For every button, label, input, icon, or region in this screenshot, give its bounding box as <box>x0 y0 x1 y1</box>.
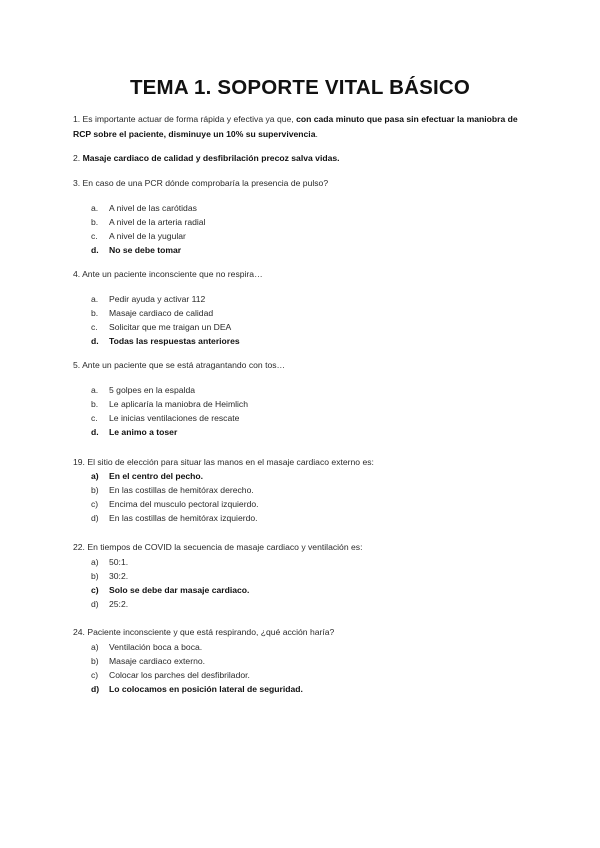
option-marker: d. <box>91 427 99 437</box>
option-marker: a) <box>91 642 99 652</box>
option-22b <box>91 570 511 582</box>
option-24a <box>91 641 511 653</box>
option-marker: a) <box>91 557 99 567</box>
option-text: Le aplicaría la maniobra de Heimlich <box>109 399 249 409</box>
option-text: Masaje cardiaco de calidad <box>109 308 214 318</box>
option-text: En las costillas de hemitórax derecho. <box>109 485 254 495</box>
option-24b <box>91 655 511 667</box>
question-22: 22. En tiempos de COVID la secuencia de masaje cardiaco y ventilación es: <box>73 542 363 552</box>
option-text: A nivel de la arteria radial <box>109 217 206 227</box>
option-text: Todas las respuestas anteriores <box>109 336 240 346</box>
option-text: Le inicias ventilaciones de rescate <box>109 413 240 423</box>
option-4d-correct <box>91 335 511 347</box>
option-text: A nivel de la yugular <box>109 231 186 241</box>
option-marker: d) <box>91 513 99 523</box>
option-5b <box>91 398 511 410</box>
option-22a <box>91 556 511 568</box>
question-text: 1. Es importante actuar de forma rápida y efectiva ya que, <box>73 114 297 124</box>
option-marker: b) <box>91 656 99 666</box>
page-title: TEMA 1. SOPORTE VITAL BÁSICO <box>129 76 471 99</box>
option-marker: d. <box>91 245 99 255</box>
option-text: Masaje cardiaco externo. <box>109 656 206 666</box>
option-text: A nivel de las carótidas <box>109 203 197 213</box>
option-text: Ventilación boca a boca. <box>109 642 203 652</box>
option-4a <box>91 293 511 305</box>
option-text: 5 golpes en la espalda <box>109 385 196 395</box>
option-marker: a) <box>91 471 99 481</box>
option-text: Solo se debe dar masaje cardiaco. <box>109 585 250 595</box>
option-marker: a. <box>91 385 99 395</box>
question-text: 2. <box>73 153 83 163</box>
option-text: En las costillas de hemitórax izquierdo. <box>109 513 258 523</box>
question-24: 24. Paciente inconsciente y que está respirando, ¿qué acción haría? <box>73 627 335 637</box>
option-3c <box>91 230 511 242</box>
question-1 <box>73 112 529 142</box>
option-22d <box>91 598 511 610</box>
option-marker: b. <box>91 399 99 409</box>
question-19: 19. El sitio de elección para situar las manos en el masaje cardiaco externo es: <box>73 457 374 467</box>
option-text: 50:1. <box>109 557 129 567</box>
option-4b <box>91 307 511 319</box>
option-24d-correct <box>91 683 511 695</box>
option-text: En el centro del pecho. <box>109 471 204 481</box>
option-marker: b) <box>91 571 99 581</box>
question-text-tail: . <box>315 129 318 139</box>
option-text: Le animo a toser <box>109 427 178 437</box>
option-marker: c) <box>91 499 99 509</box>
option-3d-correct <box>91 244 511 256</box>
option-marker: c. <box>91 231 98 241</box>
question-4: 4. Ante un paciente inconsciente que no respira… <box>73 269 263 279</box>
option-marker: c. <box>91 413 98 423</box>
option-marker: b) <box>91 485 99 495</box>
option-19c <box>91 498 511 510</box>
question-2 <box>73 151 529 166</box>
option-text: Lo colocamos en posición lateral de seguridad. <box>109 684 303 694</box>
option-text: 25:2. <box>109 599 129 609</box>
option-text: Solicitar que me traigan un DEA <box>109 322 232 332</box>
option-19d <box>91 512 511 524</box>
option-3a <box>91 202 511 214</box>
option-4c <box>91 321 511 333</box>
question-5: 5. Ante un paciente que se está atragantando con tos… <box>73 360 286 370</box>
option-marker: a. <box>91 203 99 213</box>
option-marker: a. <box>91 294 99 304</box>
option-5d-correct <box>91 426 511 438</box>
option-marker: d) <box>91 599 99 609</box>
option-22c-correct <box>91 584 511 596</box>
question-3: 3. En caso de una PCR dónde comprobaría la presencia de pulso? <box>73 178 329 188</box>
option-marker: b. <box>91 217 99 227</box>
option-text: 30:2. <box>109 571 129 581</box>
option-19a-correct <box>91 470 511 482</box>
question-bold-text: con cada minuto que pasa sin efectuar la maniobra de RCP sobre el paciente, disminuye un 10% su supervivencia <box>73 114 518 139</box>
option-marker: d. <box>91 336 99 346</box>
option-marker: c) <box>91 670 99 680</box>
option-text: Encima del musculo pectoral izquierdo. <box>109 499 259 509</box>
option-3b <box>91 216 511 228</box>
option-19b <box>91 484 511 496</box>
option-5c <box>91 412 511 424</box>
option-text: Pedir ayuda y activar 112 <box>109 294 206 304</box>
option-marker: c) <box>91 585 99 595</box>
option-marker: c. <box>91 322 98 332</box>
option-text: No se debe tomar <box>109 245 182 255</box>
option-5a <box>91 384 511 396</box>
option-24c <box>91 669 511 681</box>
option-marker: b. <box>91 308 99 318</box>
option-text: Colocar los parches del desfibrilador. <box>109 670 250 680</box>
option-marker: d) <box>91 684 100 694</box>
question-bold-text: Masaje cardiaco de calidad y desfibrilación precoz salva vidas. <box>82 153 340 163</box>
